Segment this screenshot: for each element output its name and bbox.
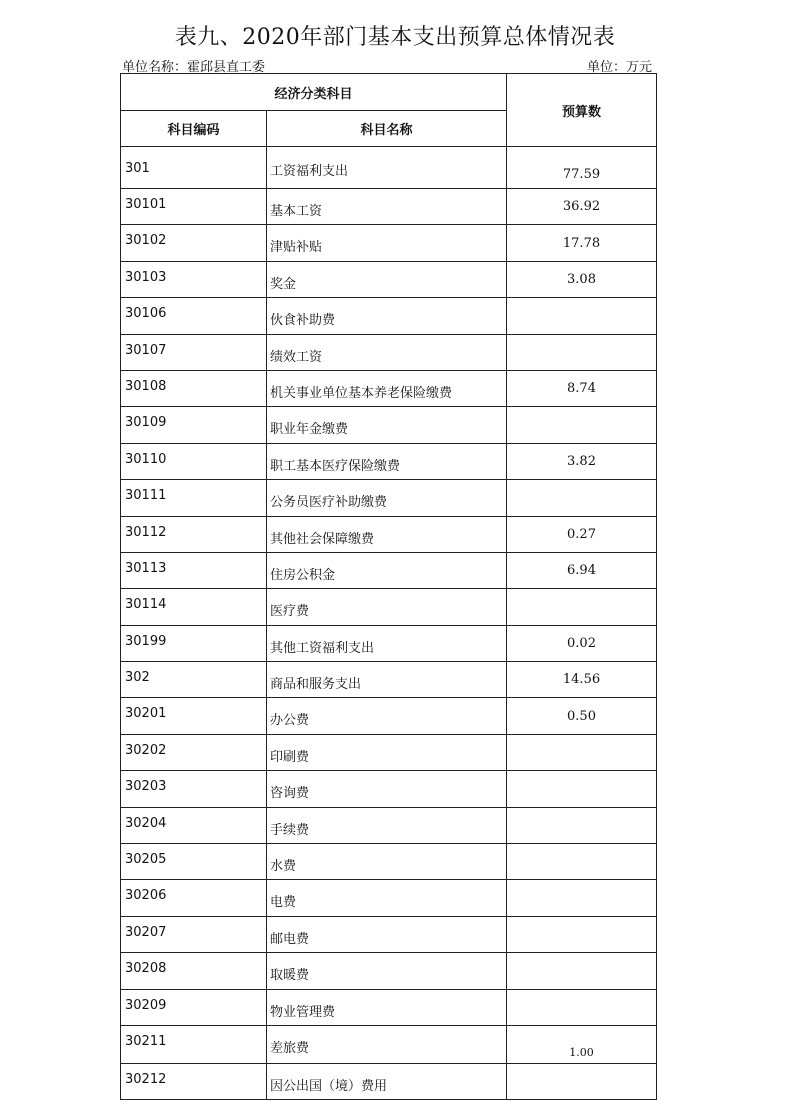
- table-row: [121, 916, 657, 952]
- name-cell: 机关事业单位基本养老保险缴费: [267, 370, 507, 406]
- code-cell: 30108: [121, 370, 267, 406]
- name-cell: 商品和服务支出: [267, 662, 507, 698]
- amount-cell: [507, 589, 657, 625]
- name-cell: 取暖费: [267, 953, 507, 989]
- table-row: [121, 953, 657, 989]
- code-cell: 30204: [121, 807, 267, 843]
- table-body: [121, 147, 657, 1100]
- name-cell: 其他社会保障缴费: [267, 516, 507, 552]
- amount-cell: [507, 807, 657, 843]
- table-row: [121, 807, 657, 843]
- amount-cell: [507, 989, 657, 1025]
- economic-category-header: 经济分类科目: [121, 74, 507, 111]
- amount-cell: 6.94: [507, 552, 657, 588]
- table-row: [121, 189, 657, 225]
- name-cell: 水费: [267, 844, 507, 880]
- name-cell: 因公出国（境）费用: [267, 1063, 507, 1099]
- table-row: [121, 698, 657, 734]
- budget-amount-header: 预算数: [507, 74, 657, 147]
- amount-cell: [507, 1063, 657, 1099]
- code-cell: 30112: [121, 516, 267, 552]
- page-title: 表九、2020年部门基本支出预算总体情况表: [174, 25, 616, 50]
- name-cell: 津贴补贴: [267, 225, 507, 261]
- code-cell: 30110: [121, 443, 267, 479]
- code-cell: 30103: [121, 261, 267, 297]
- table-row: [121, 1025, 657, 1063]
- amount-cell: [507, 480, 657, 516]
- amount-cell: 17.78: [507, 225, 657, 261]
- code-cell: 30114: [121, 589, 267, 625]
- code-cell: 30206: [121, 880, 267, 916]
- amount-cell: 0.02: [507, 625, 657, 661]
- code-cell: 30203: [121, 771, 267, 807]
- name-cell: 住房公积金: [267, 552, 507, 588]
- name-cell: 印刷费: [267, 734, 507, 770]
- budget-table: [120, 73, 657, 1100]
- amount-cell: [507, 734, 657, 770]
- name-cell: 邮电费: [267, 916, 507, 952]
- name-cell: 手续费: [267, 807, 507, 843]
- code-cell: 30205: [121, 844, 267, 880]
- name-cell: 职工基本医疗保险缴费: [267, 443, 507, 479]
- table-row: [121, 443, 657, 479]
- code-cell: 30101: [121, 189, 267, 225]
- table-row: [121, 589, 657, 625]
- table-row: [121, 298, 657, 334]
- code-cell: 30109: [121, 407, 267, 443]
- table-row: [121, 552, 657, 588]
- table-row: [121, 880, 657, 916]
- name-cell: 绩效工资: [267, 334, 507, 370]
- amount-cell: 1.00: [507, 1025, 657, 1063]
- name-cell: 奖金: [267, 261, 507, 297]
- code-cell: 30111: [121, 480, 267, 516]
- table-row: [121, 225, 657, 261]
- table-row: [121, 147, 657, 189]
- code-cell: 30102: [121, 225, 267, 261]
- amount-cell: 0.50: [507, 698, 657, 734]
- name-cell: 伙食补助费: [267, 298, 507, 334]
- code-cell: 30107: [121, 334, 267, 370]
- amount-cell: [507, 298, 657, 334]
- amount-cell: [507, 880, 657, 916]
- amount-cell: [507, 334, 657, 370]
- name-cell: 差旅费: [267, 1025, 507, 1063]
- code-cell: 30207: [121, 916, 267, 952]
- amount-cell: 0.27: [507, 516, 657, 552]
- code-cell: 30209: [121, 989, 267, 1025]
- name-cell: 公务员医疗补助缴费: [267, 480, 507, 516]
- table-row: [121, 989, 657, 1025]
- name-cell: 基本工资: [267, 189, 507, 225]
- code-cell: 30106: [121, 298, 267, 334]
- table-row: [121, 370, 657, 406]
- name-cell: 物业管理费: [267, 989, 507, 1025]
- table-row: [121, 407, 657, 443]
- subject-code-header: 科目编码: [121, 111, 267, 147]
- table-row: [121, 516, 657, 552]
- name-cell: 工资福利支出: [267, 147, 507, 189]
- amount-cell: 77.59: [507, 147, 657, 189]
- table-row: [121, 1063, 657, 1099]
- name-cell: 电费: [267, 880, 507, 916]
- name-cell: 咨询费: [267, 771, 507, 807]
- subject-name-header: 科目名称: [267, 111, 507, 147]
- table-row: [121, 662, 657, 698]
- code-cell: 30202: [121, 734, 267, 770]
- table-row: [121, 480, 657, 516]
- code-cell: 301: [121, 147, 267, 189]
- code-cell: 30199: [121, 625, 267, 661]
- amount-cell: [507, 771, 657, 807]
- table-row: [121, 771, 657, 807]
- amount-cell: 36.92: [507, 189, 657, 225]
- amount-cell: 14.56: [507, 662, 657, 698]
- unit-name-label: 单位名称：霍邱县直工委: [122, 60, 266, 75]
- code-cell: 302: [121, 662, 267, 698]
- amount-cell: 3.82: [507, 443, 657, 479]
- amount-cell: [507, 844, 657, 880]
- amount-cell: [507, 916, 657, 952]
- name-cell: 办公费: [267, 698, 507, 734]
- code-cell: 30208: [121, 953, 267, 989]
- table-row: [121, 844, 657, 880]
- table-row: [121, 625, 657, 661]
- name-cell: 医疗费: [267, 589, 507, 625]
- table-row: [121, 261, 657, 297]
- code-cell: 30113: [121, 552, 267, 588]
- name-cell: 职业年金缴费: [267, 407, 507, 443]
- currency-unit-label: 单位：万元: [587, 60, 653, 75]
- table-row: [121, 334, 657, 370]
- amount-cell: 8.74: [507, 370, 657, 406]
- amount-cell: [507, 953, 657, 989]
- amount-cell: 3.08: [507, 261, 657, 297]
- table-row: [121, 734, 657, 770]
- code-cell: 30201: [121, 698, 267, 734]
- amount-cell: [507, 407, 657, 443]
- code-cell: 30212: [121, 1063, 267, 1099]
- name-cell: 其他工资福利支出: [267, 625, 507, 661]
- code-cell: 30211: [121, 1025, 267, 1063]
